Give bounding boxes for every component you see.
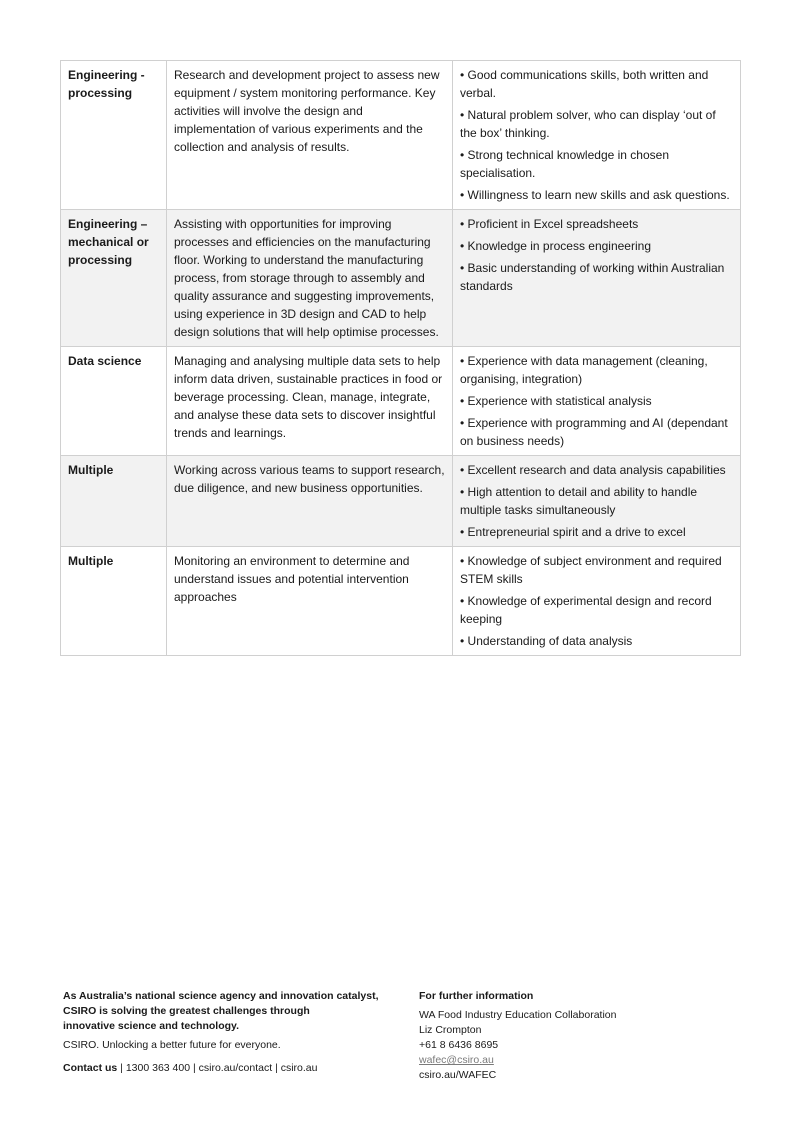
requirement-item: • High attention to detail and ability to handle multiple tasks simultaneously <box>460 485 698 517</box>
contact-details: | 1300 363 400 | csiro.au/contact | csiro.au <box>117 1062 318 1074</box>
requirement-item: • Excellent research and data analysis capabilities <box>460 463 726 477</box>
requirement-item: • Experience with programming and AI (dependant on business needs) <box>460 416 728 448</box>
requirements-cell <box>453 61 741 210</box>
contact-person: Liz Crompton <box>419 1024 482 1036</box>
footer-about <box>63 989 393 1076</box>
requirement-item: • Basic understanding of working within Australian standards <box>460 261 725 293</box>
table-row <box>61 456 741 547</box>
contact-email-link[interactable]: wafec@csiro.au <box>419 1054 494 1066</box>
contact-line <box>63 1061 393 1076</box>
footer-further-info <box>419 989 719 1083</box>
area-cell: Engineering - processing <box>61 61 167 210</box>
requirement-item: • Knowledge of subject environment and required STEM skills <box>460 554 722 586</box>
further-info-heading: For further information <box>419 990 534 1002</box>
table-row <box>61 210 741 347</box>
contact-phone: +61 8 6436 8695 <box>419 1039 499 1051</box>
area-cell: Multiple <box>61 547 167 656</box>
website-link[interactable]: csiro.au/WAFEC <box>419 1069 497 1081</box>
requirement-item: • Knowledge in process engineering <box>460 239 651 253</box>
csiro-tagline <box>63 989 393 1034</box>
requirements-cell <box>453 456 741 547</box>
requirement-item: • Knowledge of experimental design and record keeping <box>460 594 712 626</box>
area-cell: Engineering – mechanical or processing <box>61 210 167 347</box>
tagline-line: As Australia’s national science agency and innovation catalyst, <box>63 990 379 1002</box>
requirement-item: • Willingness to learn new skills and ask questions. <box>460 188 730 202</box>
area-cell: Data science <box>61 347 167 456</box>
csiro-slogan: CSIRO. Unlocking a better future for everyone. <box>63 1039 281 1051</box>
requirement-item: • Good communications skills, both written and verbal. <box>460 68 709 100</box>
table-row <box>61 547 741 656</box>
area-cell: Multiple <box>61 456 167 547</box>
requirement-item: • Experience with data management (cleaning, organising, integration) <box>460 354 708 386</box>
placement-roles-table <box>60 60 741 656</box>
organisation-name: WA Food Industry Education Collaboration <box>419 1009 617 1021</box>
table-row <box>61 347 741 456</box>
description-cell: Assisting with opportunities for improving processes and efficiencies on the manufacturing floor. Working to understand the manufacturing process, from storage through to assembly and quality assurance and suggesting improvements, using experience in 3D design and CAD to help design solutions that will help optimise processes. <box>167 210 453 347</box>
requirement-item: • Natural problem solver, who can display ‘out of the box’ thinking. <box>460 108 716 140</box>
tagline-line: CSIRO is solving the greatest challenges through <box>63 1005 310 1017</box>
description-cell: Managing and analysing multiple data sets to help inform data driven, sustainable practices in food or beverage processing. Clean, manage, integrate, and analyse these data sets to discover insightful trends and learnings. <box>167 347 453 456</box>
requirements-cell <box>453 210 741 347</box>
requirement-item: • Strong technical knowledge in chosen specialisation. <box>460 148 669 180</box>
requirement-item: • Entrepreneurial spirit and a drive to excel <box>460 525 686 539</box>
table-row <box>61 61 741 210</box>
contact-label: Contact us <box>63 1062 118 1074</box>
requirements-cell <box>453 347 741 456</box>
tagline-line: innovative science and technology. <box>63 1020 240 1032</box>
description-cell: Monitoring an environment to determine and understand issues and potential intervention approaches <box>167 547 453 656</box>
requirements-cell <box>453 547 741 656</box>
requirement-item: • Understanding of data analysis <box>460 634 633 648</box>
requirement-item: • Proficient in Excel spreadsheets <box>460 217 639 231</box>
description-cell: Working across various teams to support research, due diligence, and new business opportunities. <box>167 456 453 547</box>
requirement-item: • Experience with statistical analysis <box>460 394 652 408</box>
description-cell: Research and development project to assess new equipment / system monitoring performance. Key activities will involve the design and implementation of various experiments and the collection and analysis of results. <box>167 61 453 210</box>
